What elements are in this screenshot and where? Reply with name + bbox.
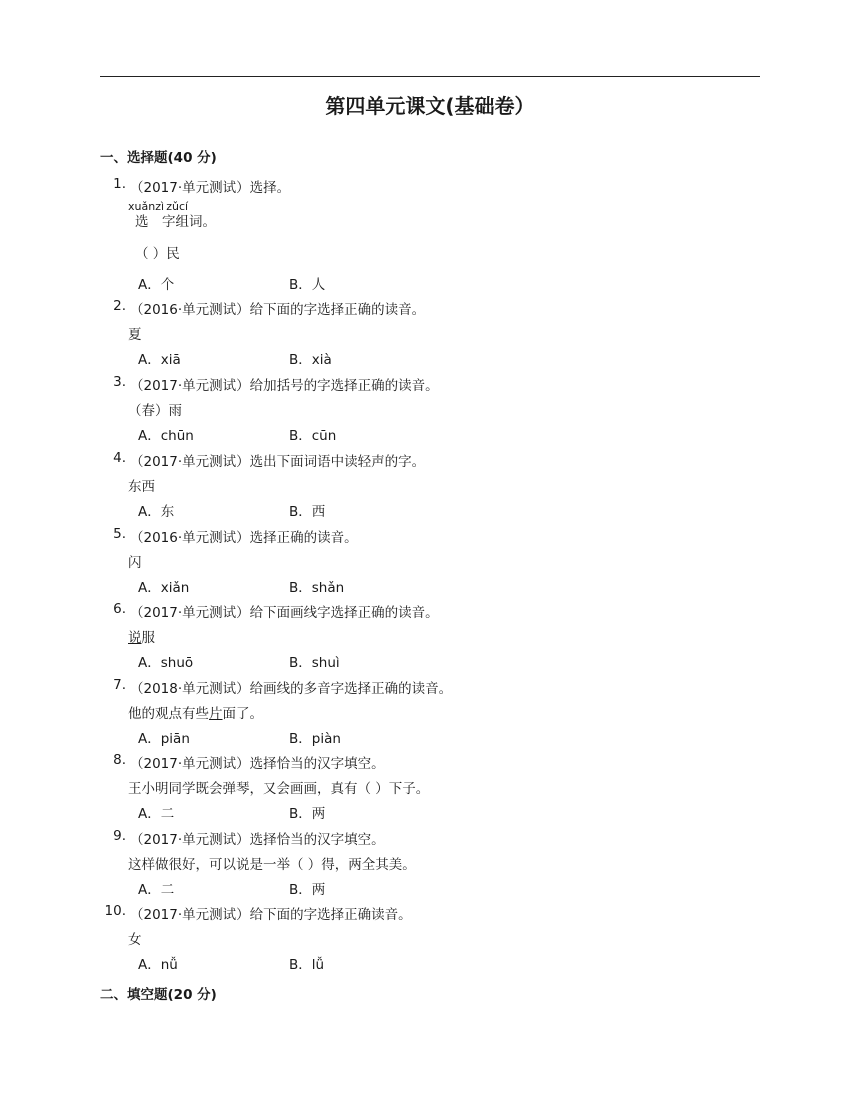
question-1 <box>0 176 860 293</box>
question-9 <box>0 828 860 898</box>
pinyin: cí <box>179 200 189 213</box>
question-3 <box>0 374 860 444</box>
question-line: （春）雨 <box>128 403 182 419</box>
question-4 <box>0 450 860 520</box>
question-line <box>128 626 155 646</box>
top-rule <box>100 76 760 77</box>
question-line: 王小明同学既会弹琴，又会画画，真有（ ）下子。 <box>128 781 430 797</box>
pinyin: zì <box>155 200 165 213</box>
question-stem: （2017·单元测试）选择恰当的汉字填空。 <box>130 756 385 772</box>
question-number: 3. <box>113 374 126 390</box>
question-stem: （2018·单元测试）给画线的多音字选择正确的读音。 <box>130 681 453 697</box>
option-b[interactable]: B．shuì <box>289 655 340 671</box>
question-6 <box>0 601 860 671</box>
underlined-character: 片 <box>209 706 223 722</box>
option-a[interactable]: A．xiā <box>138 352 181 368</box>
option-b[interactable]: B．两 <box>289 882 326 898</box>
option-a[interactable]: A．piān <box>138 731 190 747</box>
question-stem: （2016·单元测试）选择正确的读音。 <box>130 530 358 546</box>
line-text: 服 <box>141 630 155 646</box>
question-2 <box>0 298 860 368</box>
section-heading-fill: 二、填空题(20 分) <box>100 987 217 1003</box>
question-blank-line: （ ）民 <box>135 246 180 262</box>
question-number: 4. <box>113 450 126 466</box>
pinyin: zǔ <box>166 200 179 213</box>
question-stem: （2016·单元测试）给下面的字选择正确的读音。 <box>130 302 426 318</box>
option-a[interactable]: A．xiǎn <box>138 580 190 596</box>
question-number: 9. <box>113 828 126 844</box>
line-text: 他的观点有些 <box>128 706 209 722</box>
question-stem: （2017·单元测试）选择恰当的汉字填空。 <box>130 832 385 848</box>
option-b[interactable]: B．lǚ <box>289 957 325 973</box>
option-b[interactable]: B．cūn <box>289 428 337 444</box>
question-stem: （2017·单元测试）选择。 <box>130 180 291 196</box>
option-a[interactable]: A．二 <box>138 806 175 822</box>
question-stem: （2017·单元测试）选出下面词语中读轻声的字。 <box>130 454 426 470</box>
option-a[interactable]: A．chūn <box>138 428 194 444</box>
hanzi: 字组词。 <box>162 214 216 230</box>
option-b[interactable]: B．两 <box>289 806 326 822</box>
pinyin: xuǎn <box>128 200 156 213</box>
option-b[interactable]: B．piàn <box>289 731 341 747</box>
question-line: 这样做很好，可以说是一举（ ）得，两全其美。 <box>128 857 416 873</box>
question-line <box>128 702 263 722</box>
line-text: 面了。 <box>222 706 263 722</box>
question-line: 闪 <box>128 555 142 571</box>
option-b[interactable]: B．西 <box>289 504 326 520</box>
question-number: 1. <box>113 176 126 192</box>
question-line: 东西 <box>128 479 155 495</box>
option-a[interactable]: A．个 <box>138 277 175 293</box>
option-a[interactable]: A．东 <box>138 504 175 520</box>
option-b[interactable]: B．xià <box>289 352 332 368</box>
option-a[interactable]: A．二 <box>138 882 175 898</box>
option-a[interactable]: A．nǚ <box>138 957 178 973</box>
option-b[interactable]: B．shǎn <box>289 580 345 596</box>
question-number: 7. <box>113 677 126 693</box>
hanzi: 选 <box>135 214 149 230</box>
section-heading-choice: 一、选择题(40 分) <box>100 150 217 166</box>
question-line: 夏 <box>128 327 142 343</box>
question-stem: （2017·单元测试）给加括号的字选择正确的读音。 <box>130 378 439 394</box>
hanzi-line <box>135 210 216 230</box>
question-number: 6. <box>113 601 126 617</box>
question-stem: （2017·单元测试）给下面的字选择正确读音。 <box>130 907 412 923</box>
question-number: 2. <box>113 298 126 314</box>
question-8 <box>0 752 860 822</box>
question-number: 8. <box>113 752 126 768</box>
question-number: 5. <box>113 526 126 542</box>
underlined-character: 说 <box>128 630 142 646</box>
question-10 <box>0 903 860 973</box>
question-number: 10. <box>104 903 126 919</box>
option-b[interactable]: B．人 <box>289 277 326 293</box>
page-title: 第四单元课文(基础卷） <box>325 94 535 118</box>
question-line: 女 <box>128 932 142 948</box>
option-a[interactable]: A．shuō <box>138 655 194 671</box>
question-7 <box>0 677 860 747</box>
question-stem: （2017·单元测试）给下面画线字选择正确的读音。 <box>130 605 439 621</box>
question-5 <box>0 526 860 596</box>
